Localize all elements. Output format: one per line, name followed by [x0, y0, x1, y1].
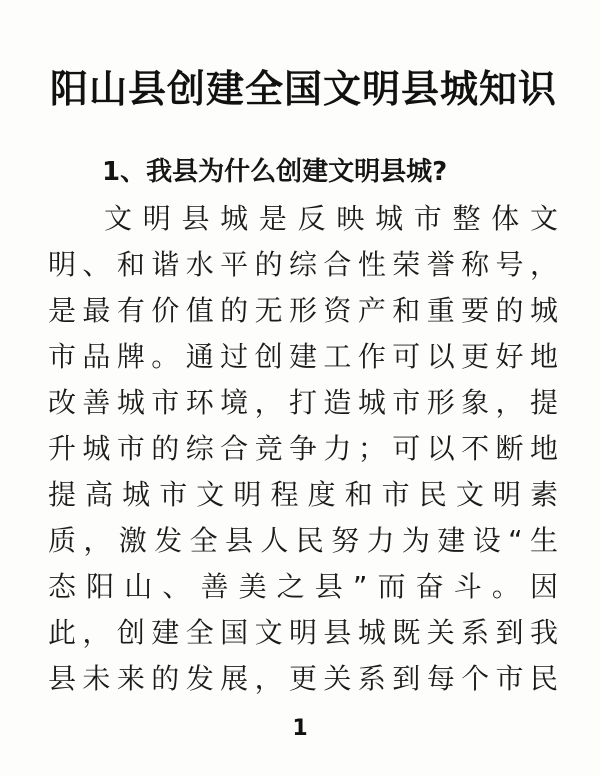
- paragraph-line: 县未来的发展，更关系到每个市民: [48, 662, 558, 695]
- paragraph-line: 态阳山、善美之县”而奋斗。因: [48, 570, 558, 603]
- paragraph-line: 是最有价值的无形资产和重要的城: [48, 294, 558, 327]
- paragraph-line: 升城市的综合竞争力；可以不断地: [48, 432, 558, 465]
- paragraph-line: 明、和谐水平的综合性荣誉称号，: [48, 248, 558, 281]
- body-paragraph: [48, 196, 558, 702]
- paragraph-line: 提高城市文明程度和市民文明素: [48, 478, 558, 511]
- page-number: 1: [292, 716, 308, 741]
- page-title: 阳山县创建全国文明县城知识: [50, 66, 558, 111]
- paragraph-line: 此，创建全国文明县城既关系到我: [48, 616, 558, 649]
- paragraph-line: 改善城市环境，打造城市形象，提: [48, 386, 558, 419]
- paragraph-line: 市品牌。通过创建工作可以更好地: [48, 340, 558, 373]
- paragraph-line: 质，激发全县人民努力为建设“生: [48, 524, 558, 557]
- section-question: 1、我县为什么创建文明县城?: [102, 157, 448, 187]
- paragraph-line: 文明县城是反映城市整体文: [104, 202, 558, 235]
